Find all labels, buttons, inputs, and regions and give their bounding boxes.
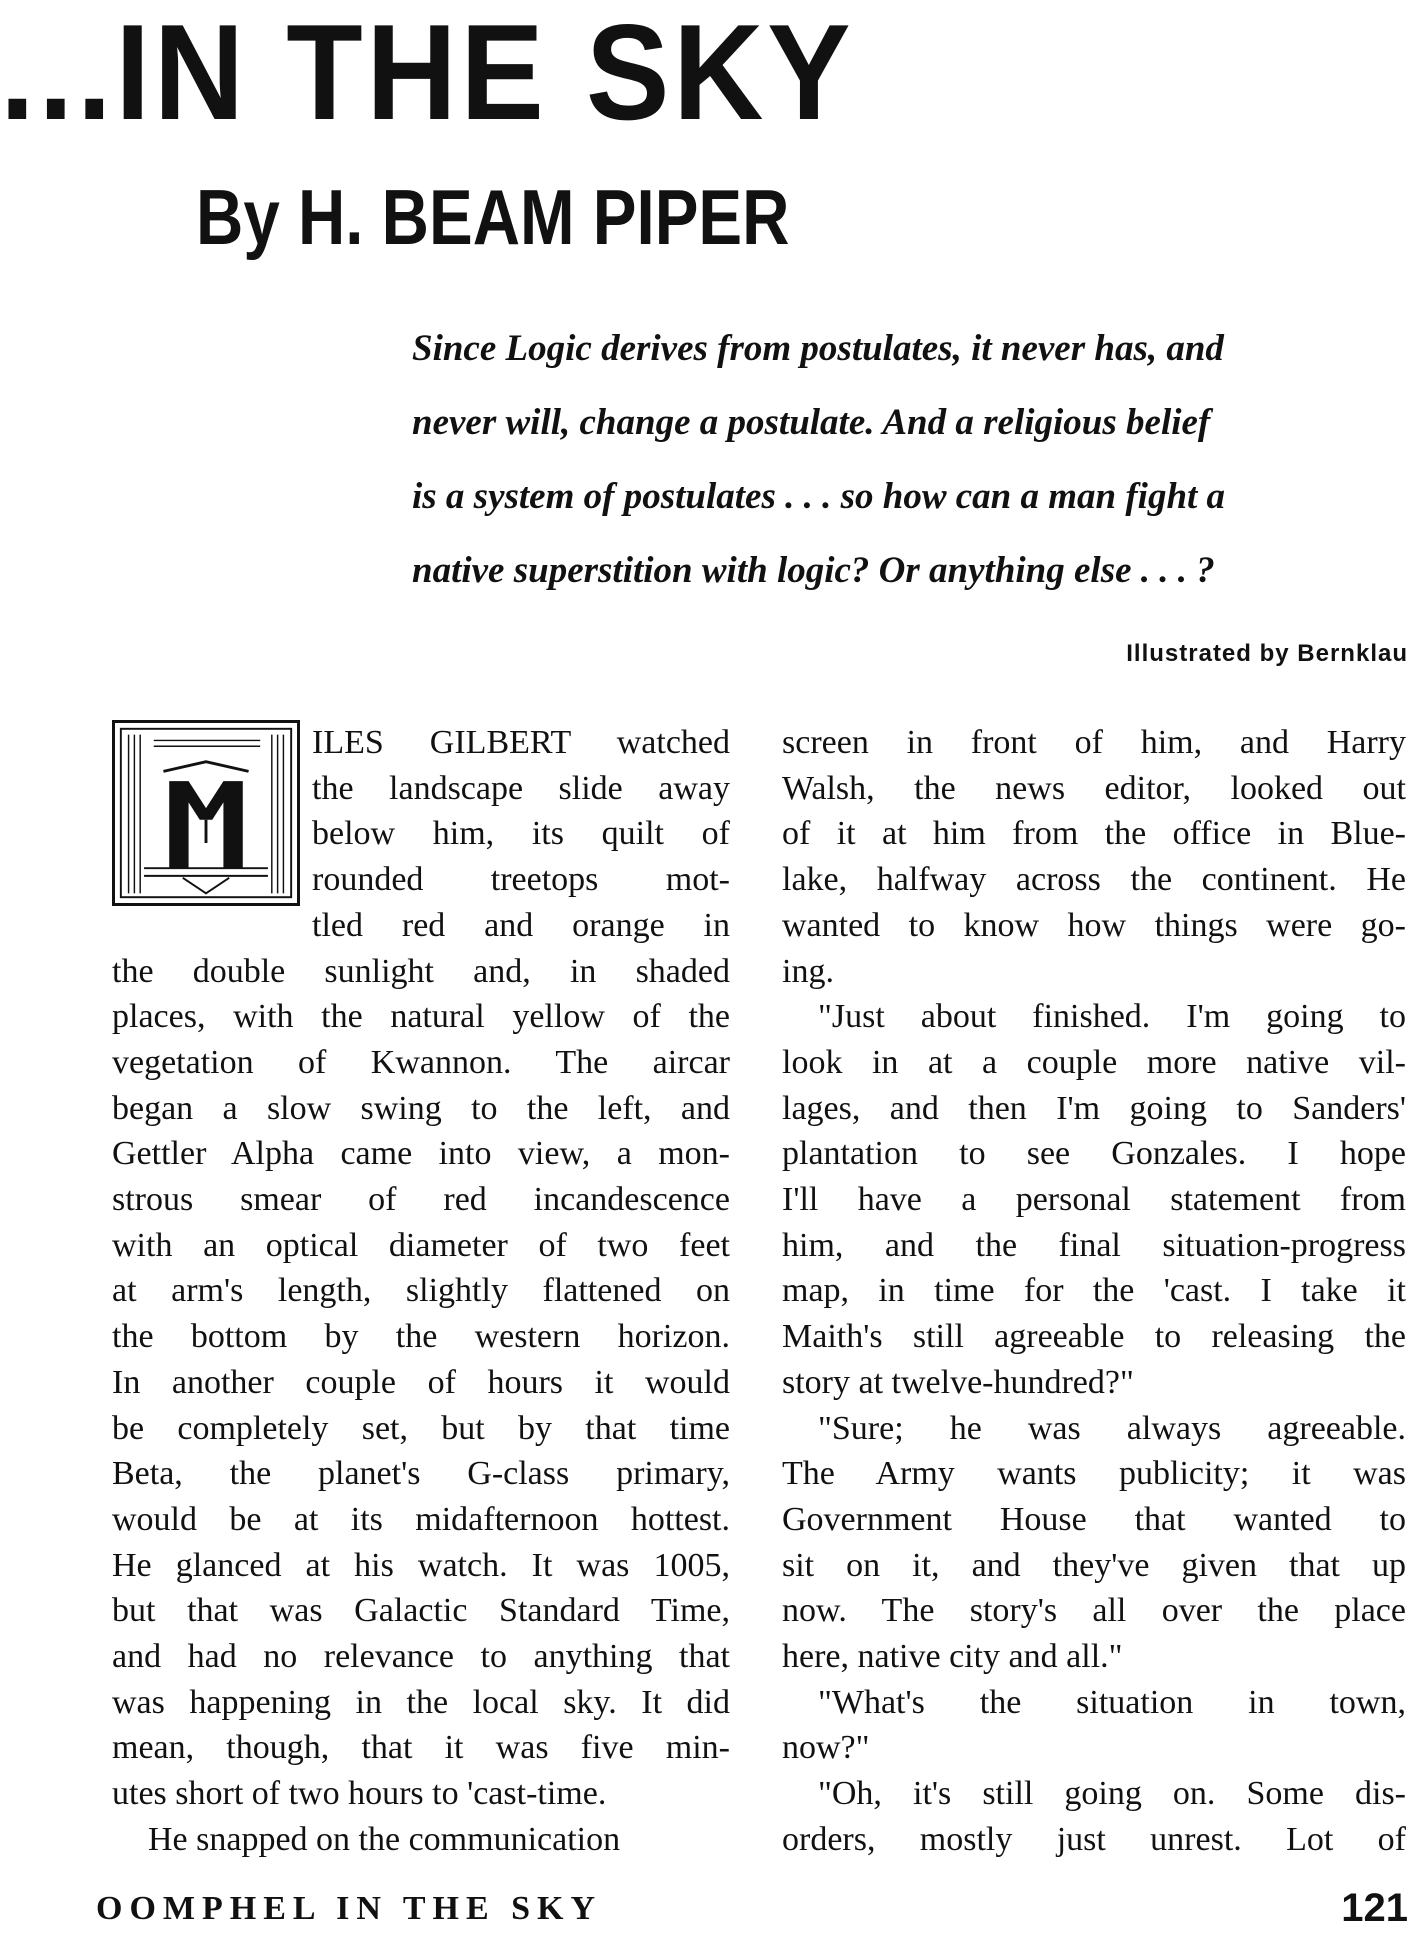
blurb-line: never will, change a postulate. And a religious belief (412, 402, 1211, 443)
running-title: OOMPHEL IN THE SKY (96, 1890, 603, 1927)
text-line: look in at a couple more native vil- (782, 1043, 1406, 1081)
text-line: Walsh, the news editor, looked out (782, 769, 1406, 807)
text-line: places, with the natural yellow of the (112, 998, 730, 1036)
blurb-line: native superstition with logic? Or anything else . . . ? (412, 550, 1215, 591)
text-line: be completely set, but by that time (112, 1409, 730, 1447)
text-line: Government House that wanted to (782, 1500, 1406, 1538)
text-line: mean, though, that it was five min- (112, 1729, 730, 1767)
text-line: the landscape slide away (312, 769, 730, 807)
text-line: story at twelve-hundred?" (782, 1363, 1134, 1401)
text-line: Beta, the planet's G-class primary, (112, 1455, 730, 1493)
text-line: ing. (782, 952, 834, 990)
text-line: was happening in the local sky. It did (112, 1683, 730, 1721)
text-line: ILES GILBERT watched (312, 724, 730, 761)
text-line: "Just about finished. I'm going to (818, 998, 1406, 1036)
text-line: would be at its midafternoon hottest. (112, 1500, 730, 1538)
text-line: sit on it, and they've given that up (782, 1546, 1406, 1584)
text-line: plantation to see Gonzales. I hope (782, 1135, 1406, 1173)
text-line: The Army wants publicity; it was (782, 1455, 1406, 1493)
text-line: lake, halfway across the continent. He (782, 861, 1406, 899)
text-line: wanted to know how things were go- (782, 906, 1406, 944)
story-title: ...IN THE SKY (0, 0, 855, 148)
text-line: at arm's length, slightly flattened on (112, 1272, 730, 1310)
text-line: but that was Galactic Standard Time, (112, 1592, 730, 1630)
article-column-right (782, 720, 1406, 1863)
text-line: began a slow swing to the left, and (112, 1089, 730, 1127)
text-line: here, native city and all." (782, 1638, 1123, 1676)
text-line: below him, its quilt of (312, 815, 730, 853)
page-footer (96, 1886, 1408, 1934)
text-line: rounded treetops mot- (312, 861, 730, 899)
blurb-line: is a system of postulates . . . so how can a man fight a (412, 476, 1226, 517)
text-line: Gettler Alpha came into view, a mon- (112, 1135, 730, 1173)
text-line: He glanced at his watch. It was 1005, (112, 1546, 730, 1584)
text-line: Maith's still agreeable to releasing the (782, 1318, 1406, 1356)
text-line: and had no relevance to anything that (112, 1638, 730, 1676)
text-line: map, in time for the 'cast. I take it (782, 1272, 1406, 1310)
text-line: In another couple of hours it would (112, 1363, 730, 1401)
text-line: tled red and orange in (312, 906, 730, 944)
text-line: him, and the final situation-progress (782, 1226, 1406, 1264)
text-line: He snapped on the communication (148, 1820, 621, 1858)
text-line: "What's the situation in town, (818, 1683, 1406, 1721)
text-line: now?" (782, 1729, 870, 1767)
text-line: of it at him from the office in Blue- (782, 815, 1406, 853)
text-line: screen in front of him, and Harry (782, 724, 1406, 761)
text-line: "Sure; he was always agreeable. (818, 1409, 1406, 1447)
text-line: "Oh, it's still going on. Some dis- (818, 1775, 1406, 1813)
text-line: now. The story's all over the place (782, 1592, 1406, 1630)
article-column-left (112, 720, 730, 1863)
text-line: vegetation of Kwannon. The aircar (112, 1043, 730, 1081)
page-number: 121 (1341, 1886, 1408, 1930)
text-line: I'll have a personal statement from (782, 1181, 1406, 1219)
text-line: lages, and then I'm going to Sanders' (782, 1089, 1406, 1127)
text-line: the double sunlight and, in shaded (112, 952, 730, 990)
text-line: utes short of two hours to 'cast-time. (112, 1775, 607, 1813)
illustrator-credit: Illustrated by Bernklau (1126, 640, 1408, 667)
story-blurb (412, 312, 1410, 608)
blurb-line: Since Logic derives from postulates, it never has, and (412, 328, 1224, 369)
author-byline: By H. BEAM PIPER (196, 173, 790, 261)
text-line: strous smear of red incandescence (112, 1181, 730, 1219)
text-line: with an optical diameter of two feet (112, 1226, 730, 1264)
text-line: the bottom by the western horizon. (112, 1318, 730, 1356)
text-line: orders, mostly just unrest. Lot of (782, 1820, 1406, 1858)
